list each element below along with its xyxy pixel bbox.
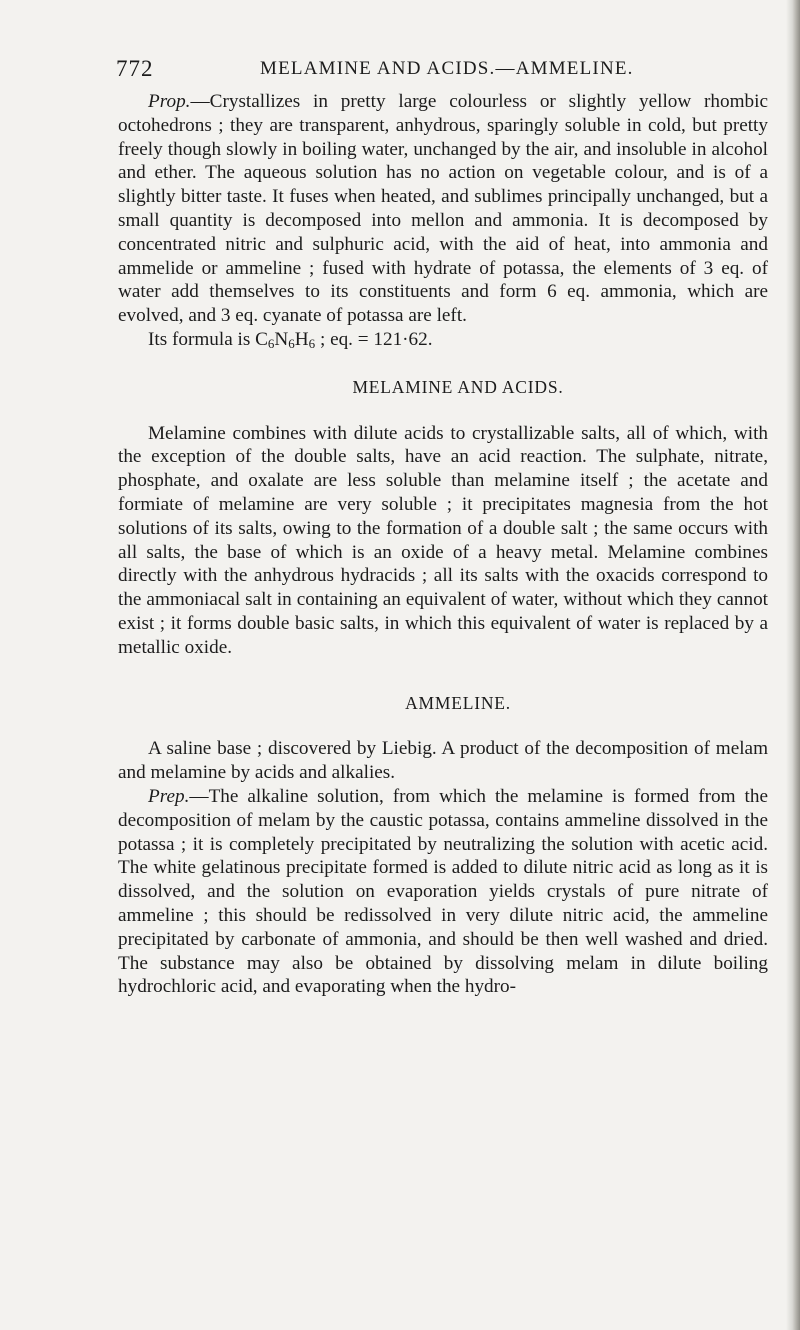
section-heading-ammeline: AMMELINE. (405, 692, 511, 713)
formula-suffix: ; eq. = 121·62. (315, 328, 433, 350)
prep-paragraph (118, 785, 768, 999)
body-text (118, 90, 768, 999)
formula-n: N (274, 328, 289, 350)
prop-text: —Crystallizes in pretty large colourless or slightly yellow rhombic octohedrons ; they are transparent, anhydrous, sparingly soluble in cold, but pretty freely though slowly in boiling water, unchanged by the air, and insoluble in alcohol and ether. The aqueous solution has no action on vegetable colour, and is of a slightly bitter taste. It fuses when heated, and sublimes principally unchanged, but a small quantity is decomposed into mellon and ammonia. It is decomposed by concentrated nitric and sulphuric acid, with the aid of heat, into ammonia and ammelide or ammeline ; fused with hydrate of potassa, the elements of 3 eq. of water add themselves to its constituents and form 6 eq. ammonia, which are evolved, and 3 eq. cyanate of potassa are left. (118, 91, 768, 327)
prop-label: Prop. (148, 91, 191, 112)
page-edge-shadow (786, 0, 800, 1330)
formula-sub-c: 6 (267, 335, 275, 351)
formula-line (118, 328, 768, 352)
section-heading-melamine-acids: MELAMINE AND ACIDS. (352, 376, 564, 397)
formula-sub-h: 6 (308, 335, 316, 351)
running-title: MELAMINE AND ACIDS.—AMMELINE. (260, 58, 634, 79)
page-number: 772 (116, 56, 154, 81)
running-head (116, 56, 756, 86)
prep-text: —The alkaline solution, from which the melamine is formed from the decomposition of melam by the caustic potassa, contains ammeline dissolved in the potassa ; it is completely precipitated by neutralizing the solution with acetic acid. The white gelatinous precipitate formed is added to dilute nitric acid as long as it is dissolved, and the solution on evaporation yields crystals of pure nitrate of ammeline ; this should be redissolved in very dilute nitric acid, the ammeline precipitated by carbonate of ammonia, and should be then well washed and dried. The substance may also be obtained by dissolving melam in dilute boiling hydrochloric acid, and evaporating when the hydro- (118, 785, 768, 998)
formula-sub-n: 6 (288, 335, 295, 351)
prep-label: Prep. (148, 785, 190, 807)
melamine-acids-paragraph: Melamine combines with dilute acids to crystallizable salts, all of which, with the exception of the double salts, have an acid reaction. The sulphate, nitrate, phosphate, and oxalate are less soluble than melamine itself ; the acetate and formiate of melamine are very soluble ; it precipitates magnesia from the hot solutions of its salts, owing to the formation of a double salt ; the same occurs with all salts, the base of which is an oxide of a heavy metal. Melamine combines directly with the anhydrous hydracids ; all its salts with the oxacids correspond to the ammoniacal salt in containing an equivalent of water, without which they cannot exist ; it forms double basic salts, in which this equivalent of water is replaced by a metallic oxide. (118, 422, 768, 658)
formula-prefix: Its formula is C (148, 328, 268, 350)
ammeline-intro-paragraph: A saline base ; discovered by Liebig. A product of the decomposition of melam and melamine by acids and alkalies. (118, 738, 768, 784)
formula-h: H (294, 328, 309, 350)
prop-paragraph (118, 90, 768, 328)
